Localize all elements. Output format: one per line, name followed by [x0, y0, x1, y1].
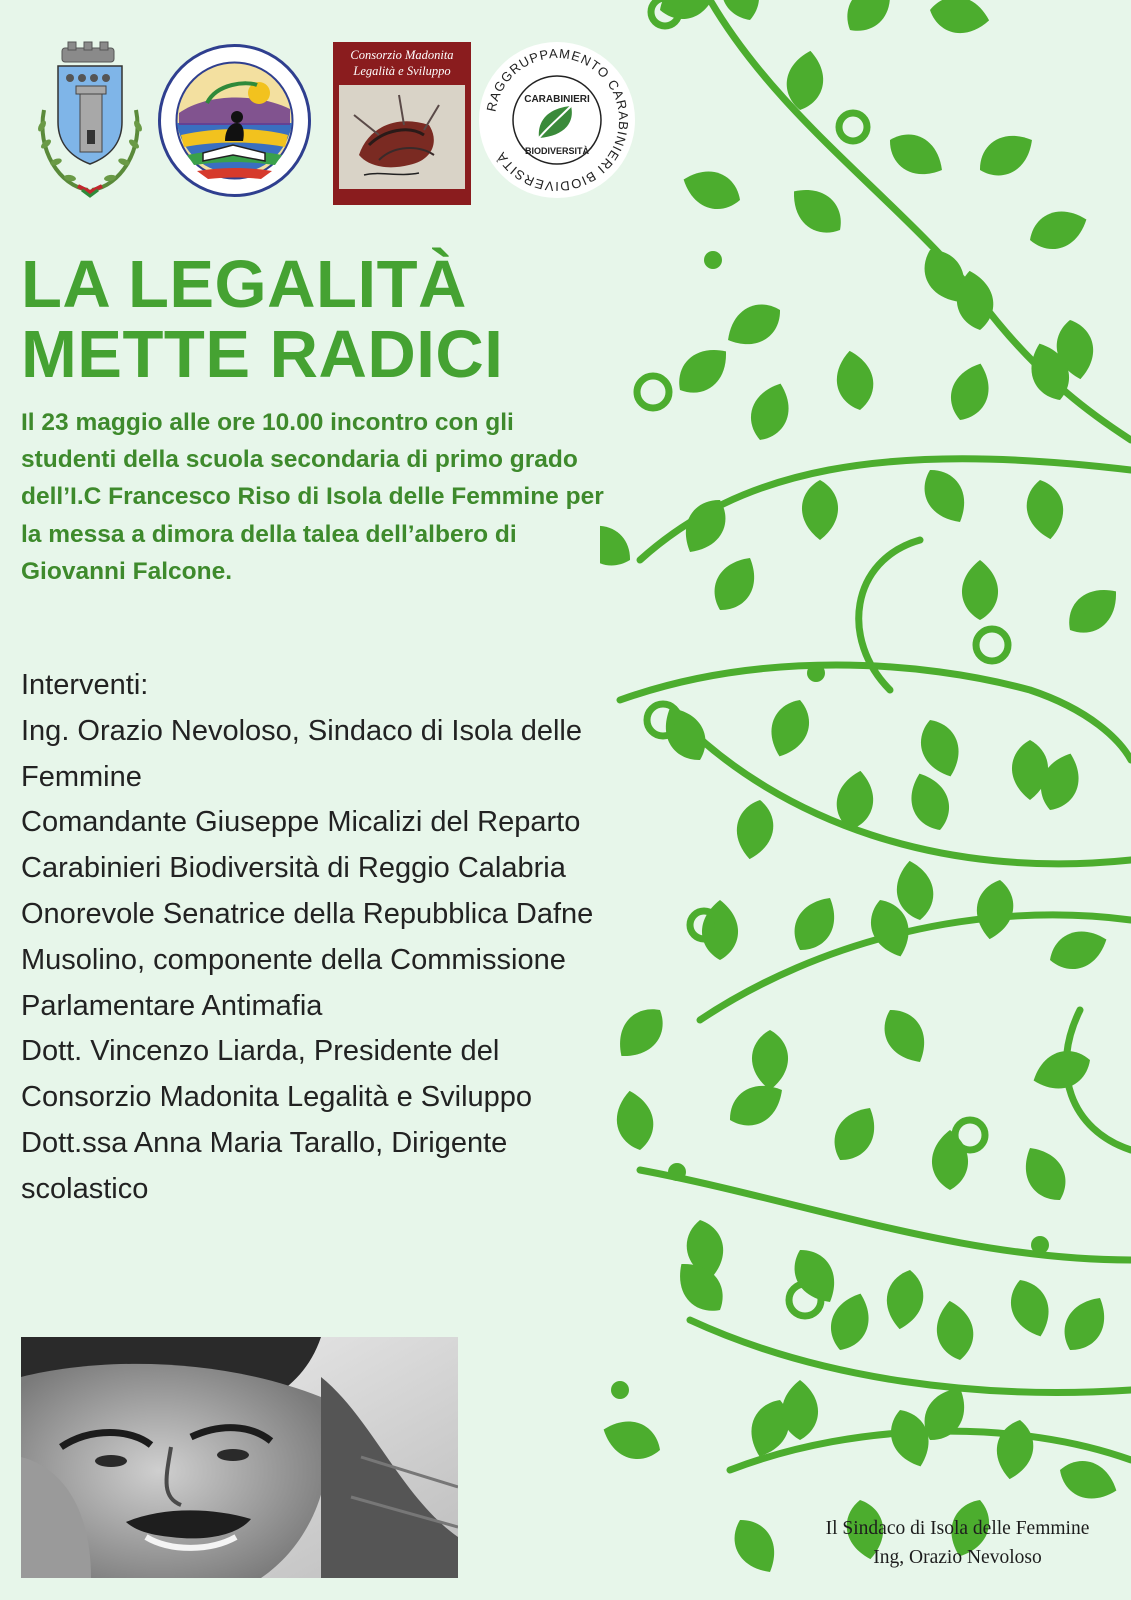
carabinieri-outer-text: RAGGRUPPAMENTO CARABINIERI BIODIVERSITÀ — [483, 45, 632, 195]
carabinieri-inner-top: CARABINIERI — [524, 94, 590, 105]
consorzio-logo — [333, 42, 471, 205]
consorzio-artwork — [339, 85, 465, 189]
speakers-list — [21, 663, 601, 1213]
speaker-item: Dott.ssa Anna Maria Tarallo, Dirigente scolastico — [21, 1126, 508, 1205]
logos-row — [30, 35, 670, 215]
school-logo — [157, 43, 312, 198]
municipal-coat-of-arms — [30, 40, 150, 200]
signature-block — [790, 1514, 1125, 1572]
carabinieri-inner-bottom: BIODIVERSITÀ — [524, 146, 590, 156]
consorzio-line1: Consorzio Madonita — [350, 48, 454, 62]
signature-line1: Il Sindaco di Isola delle Femmine — [825, 1518, 1090, 1539]
carabinieri-biodiversita-logo — [477, 40, 637, 200]
page-title — [21, 247, 504, 392]
speaker-item: Onorevole Senatrice della Repubblica Dafne Musolino, componente della Commissione Parlamentare Antimafia — [21, 897, 594, 1022]
event-description: Il 23 maggio alle ore 10.00 incontro con gli studenti della scuola secondaria di primo grado dell’I.C Francesco Riso di Isola delle Femmine per la messa a dimora della talea dell’albero di Giovanni Falcone. — [21, 409, 604, 585]
vine-decoration — [600, 0, 1131, 1600]
title-line1: LA LEGALITÀ — [21, 247, 467, 322]
speaker-item: Comandante Giuseppe Micalizi del Reparto Carabinieri Biodiversità di Reggio Calabria — [21, 806, 581, 885]
speakers-heading: Interventi: — [21, 669, 149, 701]
speaker-item: Dott. Vincenzo Liarda, Presidente del Consorzio Madonita Legalità e Sviluppo — [21, 1035, 533, 1114]
portrait-photo — [21, 1337, 458, 1578]
title-line2: METTE RADICI — [21, 317, 504, 392]
speaker-item: Ing. Orazio Nevoloso, Sindaco di Isola delle Femmine — [21, 714, 582, 793]
signature-line2: Ing, Orazio Nevoloso — [873, 1547, 1042, 1568]
consorzio-line2: Legalità e Sviluppo — [353, 64, 451, 78]
